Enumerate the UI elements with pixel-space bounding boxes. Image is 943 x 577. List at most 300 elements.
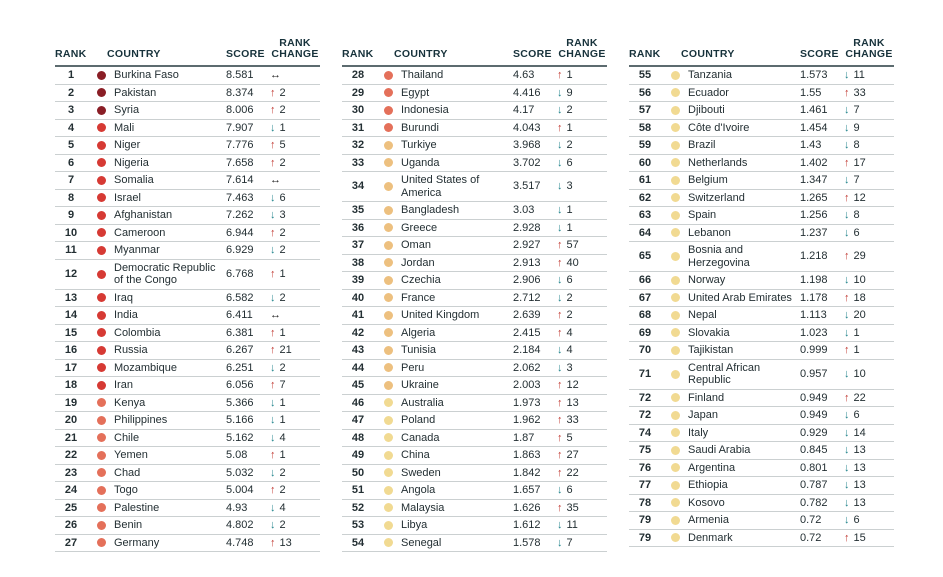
table-row (55, 67, 320, 85)
table-row (629, 272, 894, 290)
rank-column-header: RANK (55, 48, 87, 60)
score-value: 2.639 (513, 309, 541, 321)
table-row (55, 207, 320, 225)
score-tier-dot (97, 468, 106, 477)
rank-change (844, 122, 894, 135)
country-cell (87, 432, 226, 445)
score-column-header: SCORE (226, 48, 265, 60)
table-row (342, 517, 607, 535)
score-tier-dot (97, 193, 106, 202)
table-row (342, 102, 607, 120)
rank-change-up-icon: ↑ (270, 344, 276, 356)
table-body (629, 67, 894, 547)
rank-value: 36 (351, 221, 365, 234)
ranking-table-1 (55, 38, 320, 552)
rank-value: 77 (638, 479, 652, 491)
country-cell (661, 227, 800, 240)
country-cell (87, 467, 226, 480)
rank-change (270, 139, 320, 152)
rank-value: 57 (638, 104, 652, 116)
score-tier-dot (384, 311, 393, 320)
country-name: Tanzania (688, 69, 733, 81)
country-name: Angola (401, 484, 436, 496)
table-header-row (629, 38, 894, 67)
rank-value: 20 (64, 414, 78, 426)
rank-value: 79 (638, 514, 652, 526)
rank-value: 6 (67, 156, 75, 169)
rank-change (557, 379, 607, 392)
score-tier-dot (384, 123, 393, 132)
country-cell (374, 104, 513, 117)
score-tier-dot (671, 328, 680, 337)
rank-change-value: 7 (566, 536, 573, 549)
rank-change-value: 1 (566, 69, 573, 81)
rank-change (270, 157, 320, 170)
score-tier-dot (97, 293, 106, 302)
rank-change-value: 2 (279, 466, 286, 479)
score-tier-dot (384, 416, 393, 425)
rank-change-column-header: RANK CHANGE (271, 37, 319, 60)
rank-change-down-icon: ↓ (270, 431, 276, 444)
country-name: Ethiopia (688, 479, 728, 491)
rank-change (844, 174, 894, 187)
country-name: Argentina (688, 461, 736, 474)
country-cell (87, 209, 226, 222)
country-name: Belgium (688, 174, 728, 186)
table-row (342, 67, 607, 85)
country-cell (374, 537, 513, 550)
score-value: 1.842 (513, 466, 541, 479)
rank-change (844, 409, 894, 422)
score-tier-dot (671, 533, 680, 542)
table-row (55, 465, 320, 483)
score-tier-dot (384, 182, 393, 191)
country-name: Palestine (114, 501, 160, 514)
country-cell (374, 239, 513, 252)
table-body (342, 67, 607, 552)
score-column-header: SCORE (800, 48, 839, 60)
rank-change-up-icon: ↑ (270, 267, 276, 280)
rank-value: 44 (351, 361, 365, 374)
score-value: 1.87 (513, 431, 535, 444)
score-value: 6.056 (226, 379, 254, 391)
table-row (55, 85, 320, 103)
country-cell (374, 309, 513, 322)
table-row (342, 202, 607, 220)
rank-value: 68 (638, 309, 652, 321)
rank-column-header: RANK (342, 48, 374, 60)
rank-change-down-icon: ↓ (557, 519, 563, 531)
country-cell (374, 414, 513, 427)
table-row (55, 102, 320, 120)
score-value: 3.517 (513, 180, 541, 193)
table-row (55, 325, 320, 343)
country-name: Niger (114, 139, 141, 151)
rank-change (844, 462, 894, 475)
rank-value: 8 (67, 191, 75, 204)
country-cell (374, 484, 513, 497)
rank-change-up-icon: ↑ (844, 391, 850, 404)
score-tier-dot (671, 311, 680, 320)
score-value: 2.927 (513, 239, 541, 251)
ranking-table-2 (342, 38, 607, 552)
rank-change-column-header: RANK CHANGE (558, 37, 606, 60)
score-tier-dot (671, 228, 680, 237)
rank-change-value: 3 (566, 180, 573, 193)
score-value: 0.929 (800, 426, 828, 439)
rank-value: 33 (351, 156, 365, 169)
rank-change (557, 257, 607, 270)
rank-value: 11 (65, 244, 77, 256)
score-tier-dot (671, 411, 680, 420)
rank-change-value: 8 (853, 139, 860, 151)
table-row (55, 260, 320, 290)
country-name: Norway (688, 274, 726, 286)
rank-change-down-icon: ↓ (844, 174, 850, 186)
score-tier-dot (97, 123, 106, 132)
rank-change-value: 1 (566, 121, 573, 134)
country-cell (87, 327, 226, 340)
table-row (342, 482, 607, 500)
rank-change-down-icon: ↓ (270, 244, 276, 256)
country-cell (374, 327, 513, 340)
score-value: 1.198 (800, 274, 828, 286)
rank-change (844, 227, 894, 240)
score-tier-dot (671, 276, 680, 285)
rank-change-up-icon: ↑ (270, 139, 276, 151)
rank-change-down-icon: ↓ (270, 501, 276, 514)
table-row (629, 425, 894, 443)
table-row (629, 495, 894, 513)
rank-value: 23 (64, 466, 78, 479)
rank-change-down-icon: ↓ (270, 291, 276, 304)
table-row (342, 120, 607, 138)
country-name: Tunisia (401, 344, 437, 356)
rank-value: 35 (351, 204, 365, 216)
country-name: Peru (401, 361, 425, 374)
table-row (55, 172, 320, 190)
score-value: 4.93 (226, 501, 248, 514)
score-tier-dot (384, 398, 393, 407)
country-cell (661, 157, 800, 170)
rank-change-down-icon: ↓ (844, 367, 850, 380)
rank-value: 1 (67, 69, 75, 81)
rank-change (844, 292, 894, 305)
country-cell (87, 309, 226, 322)
rank-value: 21 (64, 431, 78, 444)
table-row (342, 412, 607, 430)
table-row (342, 377, 607, 395)
rank-change-down-icon: ↓ (844, 461, 850, 474)
country-name: Bosnia and Herzegovina (688, 244, 750, 269)
rank-change-up-icon: ↑ (557, 396, 563, 409)
table-row (342, 290, 607, 308)
rank-value: 74 (638, 426, 652, 439)
score-tier-dot (97, 416, 106, 425)
country-cell (374, 257, 513, 270)
rank-change-value: 1 (853, 326, 860, 339)
rank-change-down-icon: ↓ (557, 221, 563, 234)
country-cell (661, 409, 800, 422)
rank-change-down-icon: ↓ (557, 291, 563, 304)
score-value: 2.415 (513, 326, 541, 339)
rank-value: 53 (351, 519, 365, 531)
rank-value: 30 (351, 104, 365, 116)
table-row (342, 500, 607, 518)
rank-change-up-icon: ↑ (557, 431, 563, 444)
country-cell (661, 292, 800, 305)
rank-value: 62 (638, 191, 652, 204)
country-name: Burundi (401, 121, 439, 134)
score-value: 2.062 (513, 361, 541, 374)
rank-change-up-icon: ↑ (557, 239, 563, 251)
rank-value: 45 (351, 379, 365, 391)
country-cell (661, 427, 800, 440)
rank-change-down-icon: ↓ (844, 226, 850, 239)
rank-change-down-icon: ↓ (844, 104, 850, 116)
score-value: 7.463 (226, 191, 254, 204)
ranking-tables-page (55, 38, 894, 552)
rank-change-value: 1 (853, 344, 860, 356)
ranking-table-3 (629, 38, 894, 552)
rank-change (557, 122, 607, 135)
country-name: United Arab Emirates (688, 291, 792, 304)
score-tier-dot (671, 106, 680, 115)
score-tier-dot (97, 328, 106, 337)
rank-value: 79 (638, 531, 652, 544)
score-tier-dot (384, 258, 393, 267)
rank-change (270, 122, 320, 135)
table-row (629, 225, 894, 243)
rank-change (557, 327, 607, 340)
rank-change-down-icon: ↓ (270, 209, 276, 221)
rank-change (270, 519, 320, 532)
rank-value: 4 (67, 121, 75, 134)
rank-value: 72 (638, 391, 652, 404)
country-name: Israel (114, 191, 141, 204)
rank-change-value: 7 (853, 174, 860, 186)
score-tier-dot (671, 141, 680, 150)
country-cell (374, 204, 513, 217)
rank-change-down-icon: ↓ (844, 209, 850, 221)
score-value: 0.845 (800, 444, 828, 456)
score-value: 1.657 (513, 484, 541, 496)
score-value: 5.166 (226, 414, 254, 426)
country-cell (87, 87, 226, 100)
rank-value: 25 (64, 501, 78, 514)
country-name: Philippines (114, 414, 168, 426)
rank-change-value: 2 (279, 244, 286, 256)
score-value: 5.366 (226, 396, 254, 409)
table-row (55, 412, 320, 430)
score-tier-dot (97, 346, 106, 355)
table-row (55, 155, 320, 173)
country-cell (374, 344, 513, 357)
country-cell (87, 397, 226, 410)
country-name: Colombia (114, 326, 161, 339)
country-cell (374, 69, 513, 82)
score-tier-dot (97, 451, 106, 460)
country-cell (661, 532, 800, 545)
rank-change-value: 1 (279, 449, 286, 461)
country-name: Sweden (401, 466, 441, 479)
score-tier-dot (97, 363, 106, 372)
rank-change-down-icon: ↓ (844, 69, 850, 81)
rank-change (270, 327, 320, 340)
country-name: Brazil (688, 139, 716, 151)
rank-change-value: 3 (279, 209, 286, 221)
rank-change-value: 7 (853, 104, 860, 116)
score-value: 7.776 (226, 139, 254, 151)
country-cell (661, 497, 800, 510)
rank-change (844, 274, 894, 287)
rank-change (270, 414, 320, 427)
score-tier-dot (97, 158, 106, 167)
rank-change-value: 1 (279, 267, 286, 280)
rank-change (270, 484, 320, 497)
rank-change-value: 9 (853, 121, 860, 134)
rank-change-down-icon: ↓ (557, 274, 563, 286)
rank-change (844, 139, 894, 152)
rank-change-down-icon: ↓ (844, 444, 850, 456)
table-row (342, 342, 607, 360)
score-value: 4.802 (226, 519, 254, 531)
table-row (342, 255, 607, 273)
country-name: Pakistan (114, 86, 157, 99)
rank-change-value: 2 (566, 139, 573, 151)
score-value: 3.702 (513, 156, 541, 169)
country-cell (374, 292, 513, 305)
rank-change (557, 104, 607, 117)
rank-change-value: 6 (566, 274, 573, 286)
table-row (55, 360, 320, 378)
country-cell (374, 362, 513, 375)
rank-value: 76 (638, 461, 652, 474)
country-name: Russia (114, 344, 148, 356)
score-value: 1.612 (513, 519, 541, 531)
rank-change-value: 2 (279, 86, 286, 99)
rank-change (557, 204, 607, 217)
rank-value: 15 (64, 326, 78, 339)
rank-change (844, 250, 894, 263)
rank-value: 71 (638, 367, 652, 380)
score-value: 0.949 (800, 409, 828, 421)
rank-change-down-icon: ↓ (557, 361, 563, 374)
rank-value: 14 (64, 309, 78, 321)
rank-change-value: 8 (853, 209, 860, 221)
country-cell (661, 514, 800, 527)
rank-value: 60 (638, 156, 652, 169)
rank-value: 12 (64, 267, 78, 280)
rank-change (270, 397, 320, 410)
score-value: 4.043 (513, 121, 541, 134)
rank-change-down-icon: ↓ (270, 414, 276, 426)
score-tier-dot (97, 381, 106, 390)
rank-value: 37 (351, 239, 365, 251)
score-value: 1.347 (800, 174, 828, 186)
country-cell (374, 122, 513, 135)
rank-change-value: 12 (853, 191, 866, 204)
score-tier-dot (384, 538, 393, 547)
country-cell (374, 139, 513, 152)
rank-value: 38 (351, 256, 365, 269)
score-value: 0.72 (800, 514, 822, 526)
table-row (629, 120, 894, 138)
score-tier-dot (384, 223, 393, 232)
rank-value: 34 (351, 180, 365, 193)
rank-change-value: 5 (279, 139, 286, 151)
rank-change (270, 292, 320, 305)
rank-change (557, 274, 607, 287)
rank-change-value: 35 (566, 501, 579, 514)
rank-change-up-icon: ↑ (270, 156, 276, 169)
table-row (55, 395, 320, 413)
rank-value: 19 (64, 396, 78, 409)
score-value: 2.003 (513, 379, 541, 391)
country-name: Mozambique (114, 361, 177, 374)
score-tier-dot (671, 370, 680, 379)
country-column-header: COUNTRY (394, 48, 448, 60)
rank-value: 39 (351, 274, 365, 286)
rank-change (557, 239, 607, 252)
score-tier-dot (384, 88, 393, 97)
table-body (55, 67, 320, 552)
score-tier-dot (671, 293, 680, 302)
rank-value: 10 (64, 226, 78, 239)
rank-change-down-icon: ↓ (844, 309, 850, 321)
rank-value: 51 (351, 484, 365, 496)
rank-value: 65 (638, 250, 652, 263)
country-name: Germany (114, 536, 160, 549)
country-name: Canada (401, 431, 440, 444)
rank-change (557, 502, 607, 515)
score-tier-dot (671, 88, 680, 97)
rank-change (557, 139, 607, 152)
rank-value: 52 (351, 501, 365, 514)
country-name: Chile (114, 431, 140, 444)
rank-change-down-icon: ↓ (270, 361, 276, 374)
score-value: 3.968 (513, 139, 541, 151)
country-name: Japan (688, 409, 718, 421)
country-name: Mali (114, 121, 135, 134)
rank-value: 5 (67, 139, 75, 151)
rank-value: 75 (638, 444, 652, 456)
rank-change (844, 344, 894, 357)
table-row (55, 500, 320, 518)
rank-change-value: 6 (853, 514, 860, 526)
rank-change-down-icon: ↓ (270, 466, 276, 479)
country-cell (661, 344, 800, 357)
table-row (55, 137, 320, 155)
score-tier-dot (671, 446, 680, 455)
table-row (629, 360, 894, 390)
rank-change (270, 69, 320, 82)
table-row (629, 172, 894, 190)
country-name: Libya (401, 519, 428, 531)
rank-value: 18 (64, 379, 78, 391)
table-row (629, 67, 894, 85)
rank-change-down-icon: ↓ (844, 514, 850, 526)
country-name: Yemen (114, 449, 148, 461)
country-name: Indonesia (401, 104, 449, 116)
rank-change-up-icon: ↑ (270, 484, 276, 496)
score-value: 5.004 (226, 484, 254, 496)
rank-change (270, 104, 320, 117)
rank-change-up-icon: ↑ (557, 309, 563, 321)
table-row (55, 342, 320, 360)
score-tier-dot (671, 193, 680, 202)
country-cell (87, 174, 226, 187)
